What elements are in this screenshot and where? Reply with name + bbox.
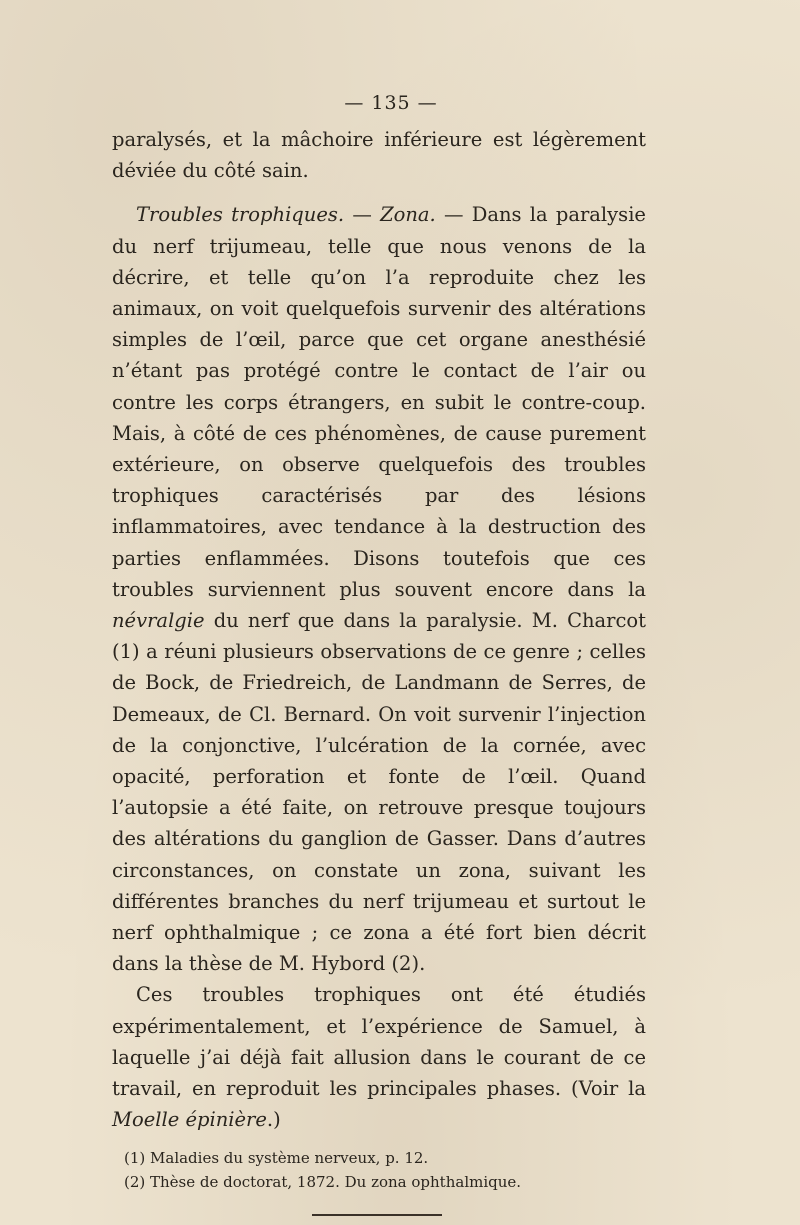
book-page <box>112 92 646 1216</box>
paragraph-2-text-a: Dans la paralysie du nerf trijumeau, telle que nous venons de la décrire, et telle qu’on l’a reproduite chez les animaux, on voit quelquefois survenir des altérations simples de l’œil, parce que cet organe anesthésié n’étant pas protégé contre le contact de l’air ou contre les corps étrangers, en subit le contre-coup. Mais, à côté de ces phénomènes, de cause purement extérieure, on observe quelquefois des troubles trophiques caractérisés par des lésions inflammatoires, avec tendance à la destruction des parties enflammées. Disons toutefois que ces troubles surviennent plus souvent encore dans la <box>112 203 646 601</box>
footnote-2: (2) Thèse de doctorat, 1872. Du zona ophthalmique. <box>124 1172 522 1191</box>
paragraph-3 <box>112 979 646 1135</box>
italic-ref-moelle-epiniere: Moelle épinière <box>112 1108 267 1132</box>
paragraph-3-text-a: Ces troubles trophiques ont été étudiés expérimentalement, et l’expérience de Samuel, à laquelle j’ai déjà fait allusion dans le courant de ce travail, en reproduit les principales phases. (Voir la <box>112 983 646 1101</box>
paragraph-2-text-b: du nerf que dans la paralysie. M. Charcot (1) a réuni plusieurs observations de ce genre ; celles de Bock, de Friedreich, de Landmann de Serres, de Demeaux, de Cl. Bernard. On voit survenir l’injection de la conjonctive, l’ulcération de la cornée, avec opacité, perforation et fonte de l’œil. Quand l’autopsie a été faite, on retrouve presque toujours des altérations du ganglion de Gasser. Dans d’autres circonstances, on constate un zona, suivant les différentes branches du nerf trijumeau et surtout le nerf ophthalmique ; ce zona a été fort bien décrit dans la thèse de M. Hybord (2). <box>112 609 646 976</box>
heading-separator: — <box>435 203 472 227</box>
footnotes <box>112 1146 646 1194</box>
italic-term-nevralgie: névralgie <box>112 609 205 633</box>
footnote-1: (1) Maladies du système nerveux, p. 12. <box>124 1148 429 1167</box>
paragraph-3-text-b: .) <box>266 1108 281 1132</box>
paragraph-1: paralysés, et la mâchoire inférieure est légèrement déviée du côté sain. <box>112 128 646 183</box>
paragraph-2 <box>112 199 646 979</box>
heading-separator: — <box>344 203 381 227</box>
section-heading-troubles-trophiques: Troubles trophiques. <box>136 203 345 227</box>
body-text <box>112 124 646 1136</box>
page-number: — 135 — <box>344 92 438 114</box>
section-heading-zona: Zona. <box>380 203 436 227</box>
end-rule <box>312 1214 442 1216</box>
